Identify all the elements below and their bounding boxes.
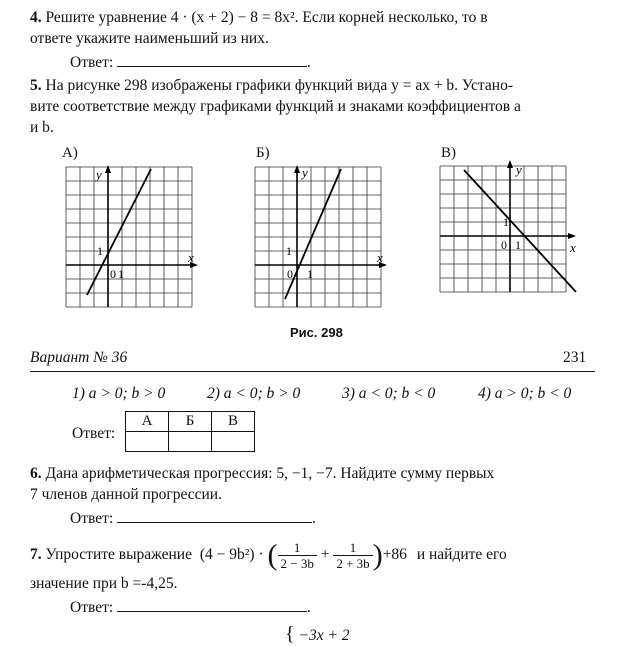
task6-answer-line[interactable] xyxy=(117,508,312,523)
graph-b-one-label: 1 xyxy=(286,244,292,258)
graph-a-one-label: 1 xyxy=(97,244,103,258)
task7-frac2 xyxy=(333,540,372,571)
graph-v xyxy=(436,160,580,310)
graph-v-x-label: x xyxy=(570,240,576,255)
task4-answer xyxy=(70,52,311,73)
task7-paren-close: ) xyxy=(372,538,383,572)
task4-answer-end: . xyxy=(307,54,311,71)
answer-header-b: Б xyxy=(169,412,212,432)
task4-answer-line[interactable] xyxy=(117,52,307,67)
task4-text-a: Решите уравнение 4 · (x + 2) − 8 = 8x². xyxy=(45,9,299,26)
task7-frac1 xyxy=(278,540,317,571)
task4-answer-label: Ответ: xyxy=(70,54,114,71)
task4-line2: ответе укажите наименьший из них. xyxy=(30,30,269,47)
task7-answer-end: . xyxy=(307,599,311,616)
task7-frac1-den: 2 − 3b xyxy=(280,555,314,571)
graph-a-label: А) xyxy=(62,145,78,161)
answer-cell-v[interactable] xyxy=(212,432,255,452)
task5-number: 5. xyxy=(30,77,42,94)
graph-b-label: Б) xyxy=(256,145,270,161)
task6-answer-label: Ответ: xyxy=(70,510,114,527)
page-number: 231 xyxy=(563,349,587,366)
graph-v-xtick-label: 1 xyxy=(515,238,521,252)
graph-b-y-label: y xyxy=(302,165,308,180)
option-2: 2) a < 0; b > 0 xyxy=(207,385,301,402)
task5-line3: и b. xyxy=(30,119,54,136)
page-divider xyxy=(30,371,595,372)
task7-frac2-den: 2 + 3b xyxy=(336,555,370,571)
task5-text-1: На рисунке 298 изображены графики функций вида y = ax + b. Устано- xyxy=(45,77,513,94)
option-3: 3) a < 0; b < 0 xyxy=(342,385,436,402)
task7-number: 7. xyxy=(30,546,42,563)
task5-answer-label: Ответ: xyxy=(72,425,116,442)
graph-a-grid xyxy=(66,167,192,307)
graph-v-zero-label: 0 xyxy=(501,238,507,252)
task5-line1 xyxy=(30,76,513,96)
answer-header-a: А xyxy=(126,412,169,432)
task7-paren-open: ( xyxy=(267,538,278,572)
graph-b xyxy=(251,165,391,317)
task8-fragment-text: −3x + 2 xyxy=(298,627,350,644)
graph-a-zero-label: 0 xyxy=(110,267,116,281)
graph-b-grid xyxy=(255,167,381,307)
task7-line1 xyxy=(30,538,507,572)
graph-a-y-label: y xyxy=(96,167,102,182)
task7-line2: значение при b =-4,25. xyxy=(30,575,178,592)
task6-line2: 7 членов данной прогрессии. xyxy=(30,486,222,503)
option-4: 4) a > 0; b < 0 xyxy=(478,385,572,402)
graph-v-grid xyxy=(440,166,566,292)
task8-brace: { xyxy=(285,623,295,645)
task6-answer xyxy=(70,508,316,529)
graph-b-line xyxy=(285,169,341,299)
task5-answer-table xyxy=(125,411,255,452)
task7-frac2-num: 1 xyxy=(333,540,372,556)
graph-v-one-label: 1 xyxy=(503,215,509,229)
task6-answer-end: . xyxy=(312,510,316,527)
task7-plus: + xyxy=(320,546,330,563)
graph-a-xtick-label: 1 xyxy=(118,267,124,281)
graph-v-y-label: y xyxy=(516,162,522,177)
graph-v-line xyxy=(464,170,576,292)
figure-caption: Рис. 298 xyxy=(290,325,343,340)
task7-answer-line[interactable] xyxy=(117,597,307,612)
option-1: 1) a > 0; b > 0 xyxy=(72,385,166,402)
graph-b-zero-label: 0 xyxy=(287,267,293,281)
task5-line2: вите соответствие между графиками функций и знаками коэффициентов a xyxy=(30,98,521,115)
task8-fragment xyxy=(285,624,350,646)
graph-b-x-label: x xyxy=(377,250,383,265)
answer-header-v: В xyxy=(212,412,255,432)
task7-expr-a: (4 − 9b²) · xyxy=(199,546,264,563)
task7-answer-label: Ответ: xyxy=(70,599,114,616)
task4-number: 4. xyxy=(30,9,42,26)
task6-line1 xyxy=(30,464,494,484)
task7-text-end: и найдите его xyxy=(416,546,507,563)
task7-answer xyxy=(70,597,311,618)
task7-text-start: Упростите выражение xyxy=(45,546,192,563)
task7-frac1-num: 1 xyxy=(278,540,317,556)
graph-a-x-label: x xyxy=(188,250,194,265)
task6-text-1: Дана арифметическая прогрессия: 5, −1, −7. Найдите сумму первых xyxy=(45,465,495,482)
graph-v-label: В) xyxy=(441,145,456,161)
task4-text-b: Если корней несколько, то в xyxy=(302,9,488,26)
graph-b-xtick-label: 1 xyxy=(307,267,313,281)
variant-label: Вариант № 36 xyxy=(30,349,128,366)
task7-tail: +86 xyxy=(382,546,407,563)
graph-a xyxy=(64,165,200,317)
answer-cell-a[interactable] xyxy=(126,432,169,452)
task4-line1 xyxy=(30,8,488,28)
answer-cell-b[interactable] xyxy=(169,432,212,452)
task6-number: 6. xyxy=(30,465,42,482)
